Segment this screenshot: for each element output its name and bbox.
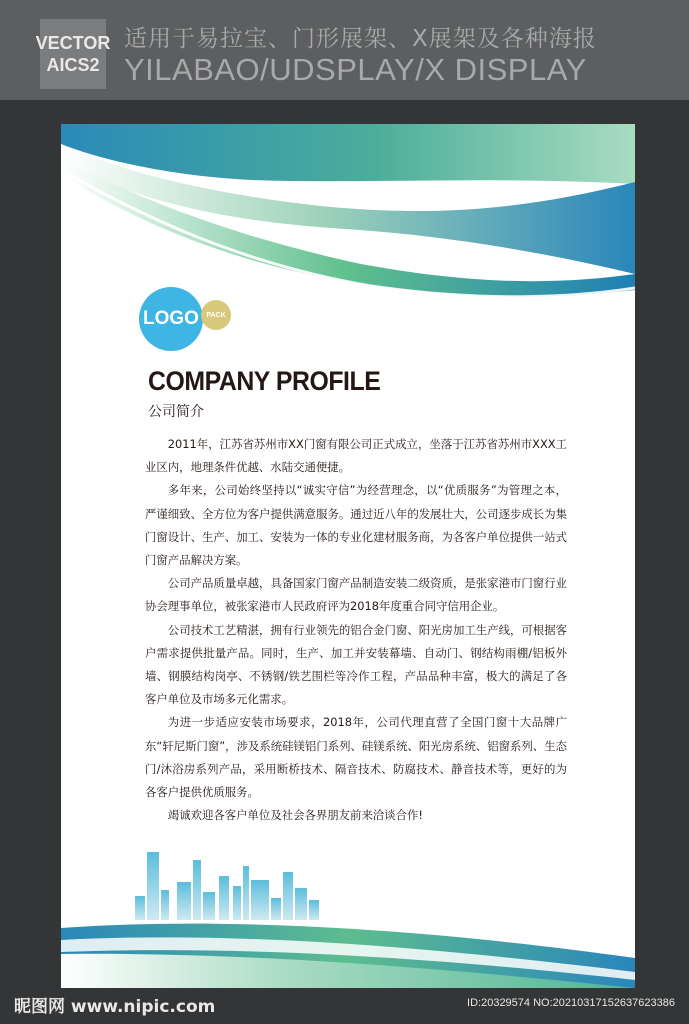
- paragraph: 竭诚欢迎各客户单位及社会各界朋友前来洽谈合作!: [167, 808, 423, 823]
- banner-english-text: YILABAO/UDSPLAY/X DISPLAY: [124, 52, 587, 87]
- badge-line-2: AICS2: [46, 55, 100, 75]
- paragraph: 公司技术工艺精湛，拥有行业领先的铝合金门窗、阳光房加工生产线，可根据客户需求提供批量产品。同时，生产、加工并安装幕墙、自动门、钢结构雨棚/铝板外墙、钢膜结构岗亭、不锈钢/铁艺围栏等冷作工程，产品品种丰富，极大的满足了各客户单位及市场多元化需求。: [145, 622, 567, 707]
- logo-text: LOGO: [143, 308, 199, 329]
- vector-badge: [35, 19, 111, 89]
- poster: [61, 124, 635, 988]
- pack-text: PACK: [206, 311, 226, 319]
- paragraph: 为进一步适应安装市场要求，2018年，公司代理直营了全国门窗十大品牌广东“轩尼斯门窗”，涉及系统硅镁铝门系列、硅镁系统、阳光房系统、铝窗系列、生态门/沐浴房系列产品，采用断桥技术、隔音技术、防腐技术、静音技术等，更好的为各客户提供优质服务。: [145, 715, 567, 800]
- profile-subtitle: 公司简介: [148, 404, 204, 420]
- top-banner: [0, 0, 689, 100]
- badge-line-1: VECTOR: [35, 33, 111, 53]
- bottom-wave-graphic: [61, 908, 635, 988]
- top-wave-graphic: [61, 124, 635, 314]
- paragraph: 2011年，江苏省苏州市XX门窗有限公司正式成立，坐落于江苏省苏州市XXX工业区内，地理条件优越、水陆交通便捷。: [145, 437, 567, 475]
- paragraph: 多年来，公司始终坚持以“诚实守信”为经营理念，以“优质服务”为管理之本，严谨细致、全方位为客户提供满意服务。通过近八年的发展壮大，公司逐步成长为集门窗设计、生产、加工、安装为一体的专业化建材服务商，为各客户单位提供一站式门窗产品解决方案。: [145, 483, 567, 568]
- site-watermark: 昵图网 www.nipic.com: [14, 997, 216, 1017]
- paragraph: 公司产品质量卓越，具备国家门窗产品制造安装二级资质，是张家港市门窗行业协会理事单位，被张家港市人民政府评为2018年度重合同守信用企业。: [145, 576, 567, 614]
- logo-circle: [139, 287, 203, 351]
- banner-chinese-text: 适用于易拉宝、门形展架、X展架及各种海报: [124, 26, 597, 52]
- pack-badge: [201, 300, 231, 330]
- profile-body: [145, 433, 567, 827]
- profile-title: COMPANY PROFILE: [148, 366, 381, 396]
- image-id-text: ID:20329574 NO:20210317152637623386: [467, 997, 675, 1009]
